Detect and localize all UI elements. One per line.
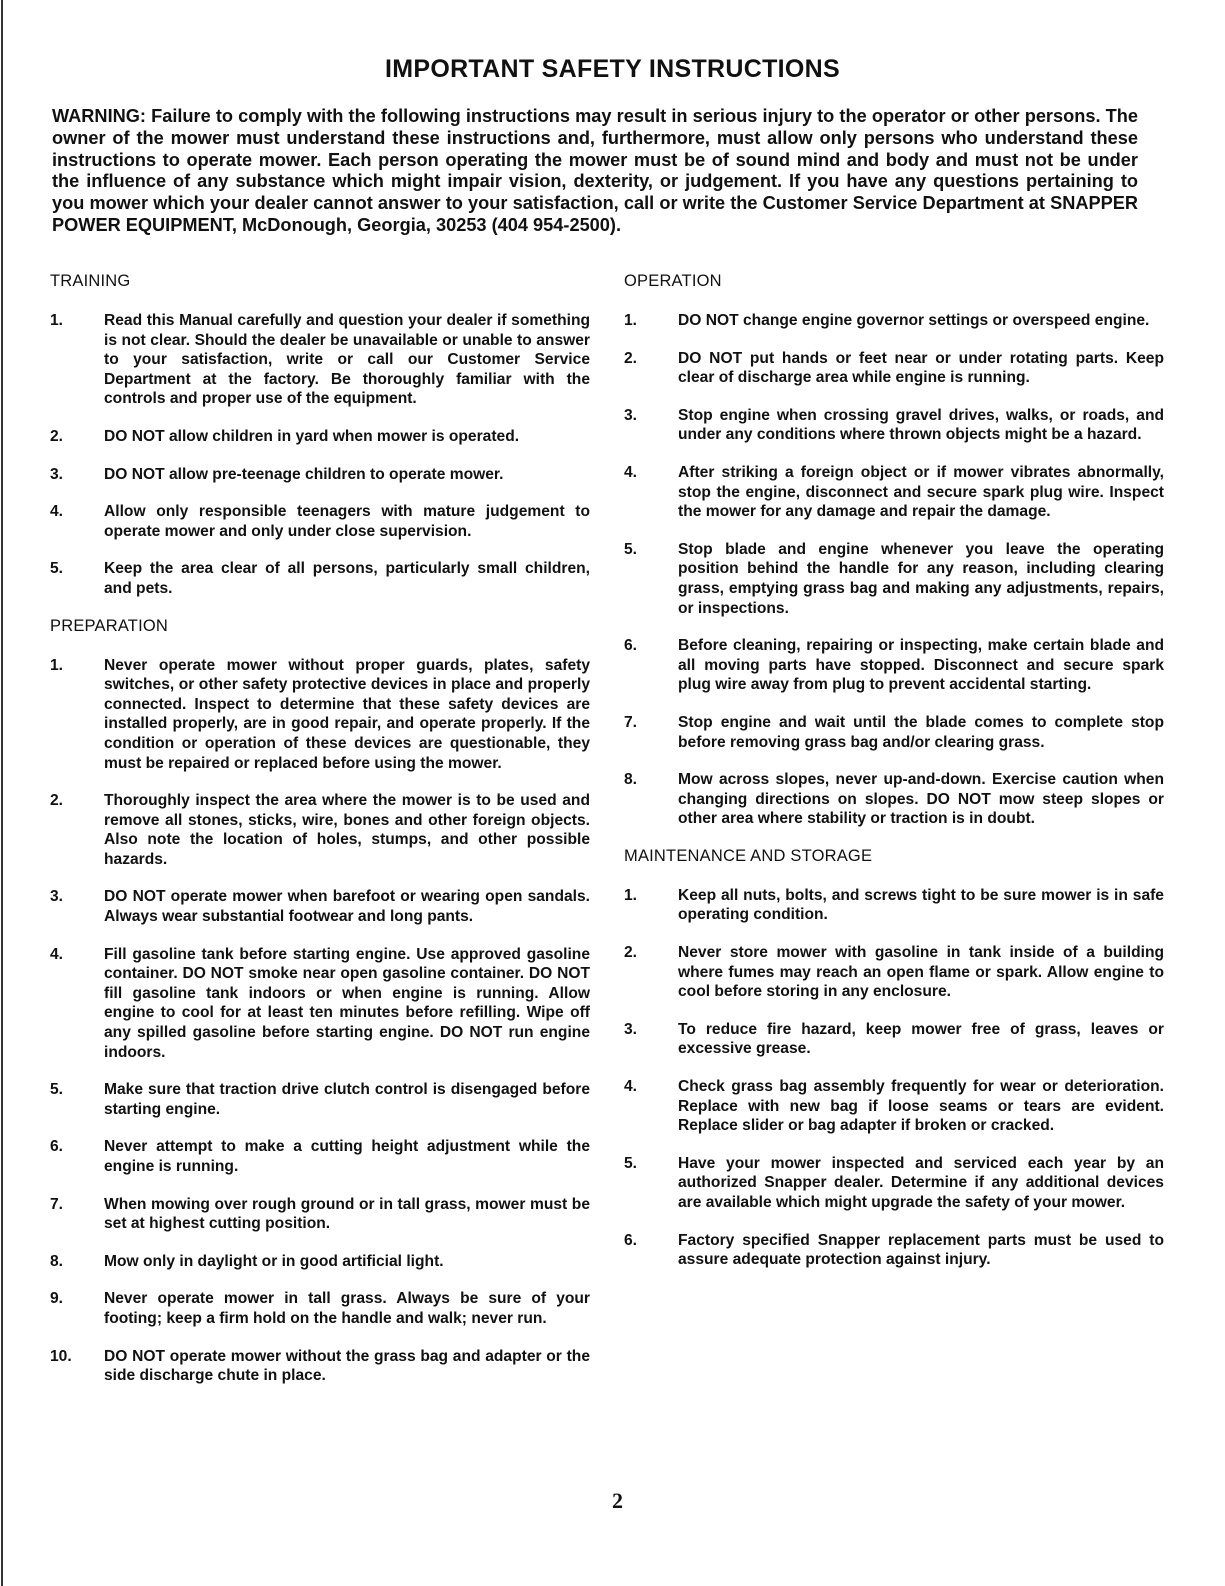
maintenance-section <box>624 847 1164 1270</box>
item-text: After striking a foreign object or if mower vibrates abnormally, stop the engine, disconnect and secure spark plug wire. Inspect the mower for any damage and repair the damage. <box>678 463 1164 521</box>
item-number: 1. <box>50 312 64 329</box>
item-number: 2. <box>624 944 638 962</box>
item-text: Check grass bag assembly frequently for wear or deterioration. Replace with new bag if loose seams or tears are evident. Replace slider or bag adapter if broken or cracked. <box>678 1078 1164 1135</box>
item-text: Keep all nuts, bolts, and screws tight to be sure mower is in safe operating condition. <box>678 886 1164 924</box>
list-item <box>624 1020 1164 1059</box>
list-item <box>50 427 590 447</box>
item-number: 9. <box>50 1290 64 1308</box>
item-text: DO NOT operate mower when barefoot or wearing open sandals. Always wear substantial footwear and long pants. <box>104 888 590 926</box>
item-text: When mowing over rough ground or in tall grass, mower must be set at highest cutting position. <box>104 1195 590 1233</box>
item-number: 8. <box>50 1252 64 1270</box>
scan-edge-line <box>1 0 3 1586</box>
item-text: Mow only in daylight or in good artificial light. <box>104 1252 444 1270</box>
item-number: 4. <box>624 1078 638 1096</box>
item-number: 1. <box>624 312 638 329</box>
item-text: Never operate mower without proper guards, plates, safety switches, or other safety protective devices in place and properly connected. Inspect to determine that these safety devices are installed properly, are in good repair, and operate properly. If the condition or operation of these devices are questionable, they must be repaired or replaced before using the mower. <box>104 656 590 772</box>
item-number: 2. <box>50 792 64 810</box>
item-text: DO NOT operate mower without the grass bag and adapter or the side discharge chute in place. <box>104 1347 590 1385</box>
item-text: DO NOT allow pre-teenage children to operate mower. <box>104 465 504 483</box>
list-item <box>624 886 1164 925</box>
list-item <box>624 349 1164 388</box>
operation-section <box>624 272 1164 829</box>
item-text: DO NOT allow children in yard when mower is operated. <box>104 427 520 445</box>
item-text: Never store mower with gasoline in tank inside of a building where fumes may reach an open flame or spark. Allow engine to cool before storing in any enclosure. <box>678 944 1164 1001</box>
item-text: Read this Manual carefully and question your dealer if something is not clear. Should the dealer be unavailable or unable to answer to your satisfaction, write or call our Customer Service Department at the factory. Be thoroughly familiar with the controls and proper use of the equipment. <box>104 312 590 408</box>
item-number: 2. <box>50 427 64 445</box>
list-item <box>50 465 590 485</box>
item-text: Factory specified Snapper replacement parts must be used to assure adequate protection against injury. <box>678 1231 1164 1269</box>
list-item <box>50 559 590 598</box>
item-number: 7. <box>624 713 638 731</box>
list-item <box>50 1195 590 1234</box>
list-item <box>50 945 590 1063</box>
maintenance-list <box>624 886 1164 1270</box>
list-item <box>50 311 590 409</box>
list-item <box>624 1077 1164 1136</box>
item-text: To reduce fire hazard, keep mower free of grass, leaves or excessive grease. <box>678 1020 1164 1058</box>
list-item <box>50 1137 590 1176</box>
item-text: Mow across slopes, never up-and-down. Exercise caution when changing directions on slopes. DO NOT mow steep slopes or other area where stability or traction is in doubt. <box>678 771 1164 828</box>
item-number: 6. <box>50 1138 64 1156</box>
item-number: 1. <box>624 886 638 904</box>
preparation-heading: PREPARATION <box>50 616 169 635</box>
item-number: 5. <box>624 540 638 558</box>
item-number: 5. <box>50 1081 64 1099</box>
item-number: 5. <box>50 560 64 578</box>
list-item <box>50 1347 590 1386</box>
list-item <box>624 1231 1164 1270</box>
training-heading: TRAINING <box>50 272 131 290</box>
list-item <box>624 943 1164 1002</box>
item-number: 7. <box>50 1195 64 1213</box>
list-item <box>50 887 590 926</box>
item-text: Stop blade and engine whenever you leave the operating position behind the handle for any reason, including clearing grass, emptying grass bag and making any adjustments, repairs, or inspections. <box>678 540 1164 617</box>
item-text: Fill gasoline tank before starting engine. Use approved gasoline container. DO NOT smoke near open gasoline container. DO NOT fill gasoline tank indoors or when engine is running. Allow engine to cool for at least ten minutes before refilling. Wipe off any spilled gasoline before starting engine. DO NOT run engine indoors. <box>104 945 590 1061</box>
list-item <box>624 713 1164 752</box>
list-item <box>50 1289 590 1328</box>
list-item <box>50 656 590 774</box>
item-text: Stop engine when crossing gravel drives, walks, or roads, and under any conditions where thrown objects might be a hazard. <box>678 406 1164 444</box>
list-item <box>624 406 1164 445</box>
item-number: 1. <box>50 656 64 674</box>
training-section <box>50 272 590 599</box>
item-number: 4. <box>50 945 64 963</box>
item-number: 2. <box>624 349 638 367</box>
warning-paragraph: WARNING: Failure to comply with the following instructions may result in serious injury to the operator or other persons. The owner of the mower must understand these instructions and, furthermore, must allow only persons who understand these instructions to operate mower. Each person operating the mower must be of sound mind and body and must not be under the influence of any substance which might impair vision, dexterity, or judgement. If you have any questions pertaining to you mower which your dealer cannot answer to your satisfaction, call or write the Customer Service Department at SNAPPER POWER EQUIPMENT, McDonough, Georgia, 30253 (404 954-2500). <box>52 106 1138 235</box>
page-number: 2 <box>612 1488 623 1513</box>
preparation-section <box>50 617 590 1386</box>
operation-heading: OPERATION <box>624 272 722 290</box>
item-text: Before cleaning, repairing or inspecting, make certain blade and all moving parts have stopped. Disconnect and secure spark plug wire away from plug to prevent accidental starting. <box>678 637 1164 694</box>
item-number: 4. <box>50 503 64 521</box>
right-column <box>624 272 1164 1288</box>
list-item <box>50 502 590 541</box>
list-item <box>624 311 1164 331</box>
item-number: 4. <box>624 463 638 481</box>
list-item <box>50 1252 590 1272</box>
item-number: 6. <box>624 637 638 655</box>
item-number: 3. <box>50 465 64 483</box>
maintenance-heading: MAINTENANCE AND STORAGE <box>624 846 873 865</box>
item-text: Never attempt to make a cutting height adjustment while the engine is running. <box>104 1138 590 1175</box>
preparation-list <box>50 656 590 1386</box>
item-number: 3. <box>50 888 64 906</box>
item-number: 3. <box>624 1020 638 1038</box>
item-number: 5. <box>624 1154 638 1172</box>
item-text: Make sure that traction drive clutch control is disengaged before starting engine. <box>104 1081 590 1118</box>
training-list <box>50 311 590 599</box>
list-item <box>624 636 1164 695</box>
page-title: IMPORTANT SAFETY INSTRUCTIONS <box>384 55 840 83</box>
item-text: Allow only responsible teenagers with mature judgement to operate mower and only under close supervision. <box>104 503 590 540</box>
item-text: DO NOT change engine governor settings or overspeed engine. <box>678 312 1150 329</box>
left-column <box>50 272 590 1404</box>
list-item <box>50 791 590 869</box>
item-text: DO NOT put hands or feet near or under rotating parts. Keep clear of discharge area while engine is running. <box>678 349 1164 387</box>
list-item <box>624 770 1164 829</box>
operation-list <box>624 311 1164 829</box>
item-text: Stop engine and wait until the blade comes to complete stop before removing grass bag and/or clearing grass. <box>678 713 1164 751</box>
item-text: Have your mower inspected and serviced each year by an authorized Snapper dealer. Determine if any additional devices are available which might upgrade the safety of your mower. <box>678 1154 1164 1211</box>
item-text: Thoroughly inspect the area where the mower is to be used and remove all stones, sticks, wire, bones and other foreign objects. Also note the location of holes, stumps, and other possible hazards. <box>104 792 590 868</box>
item-number: 6. <box>624 1231 638 1249</box>
item-text: Keep the area clear of all persons, particularly small children, and pets. <box>104 560 590 597</box>
item-text: Never operate mower in tall grass. Always be sure of your footing; keep a firm hold on the handle and walk; never run. <box>104 1290 590 1327</box>
list-item <box>624 463 1164 522</box>
list-item <box>50 1080 590 1119</box>
item-number: 8. <box>624 771 638 789</box>
item-number: 10. <box>50 1347 72 1365</box>
list-item <box>624 1154 1164 1213</box>
list-item <box>624 540 1164 618</box>
item-number: 3. <box>624 406 638 424</box>
